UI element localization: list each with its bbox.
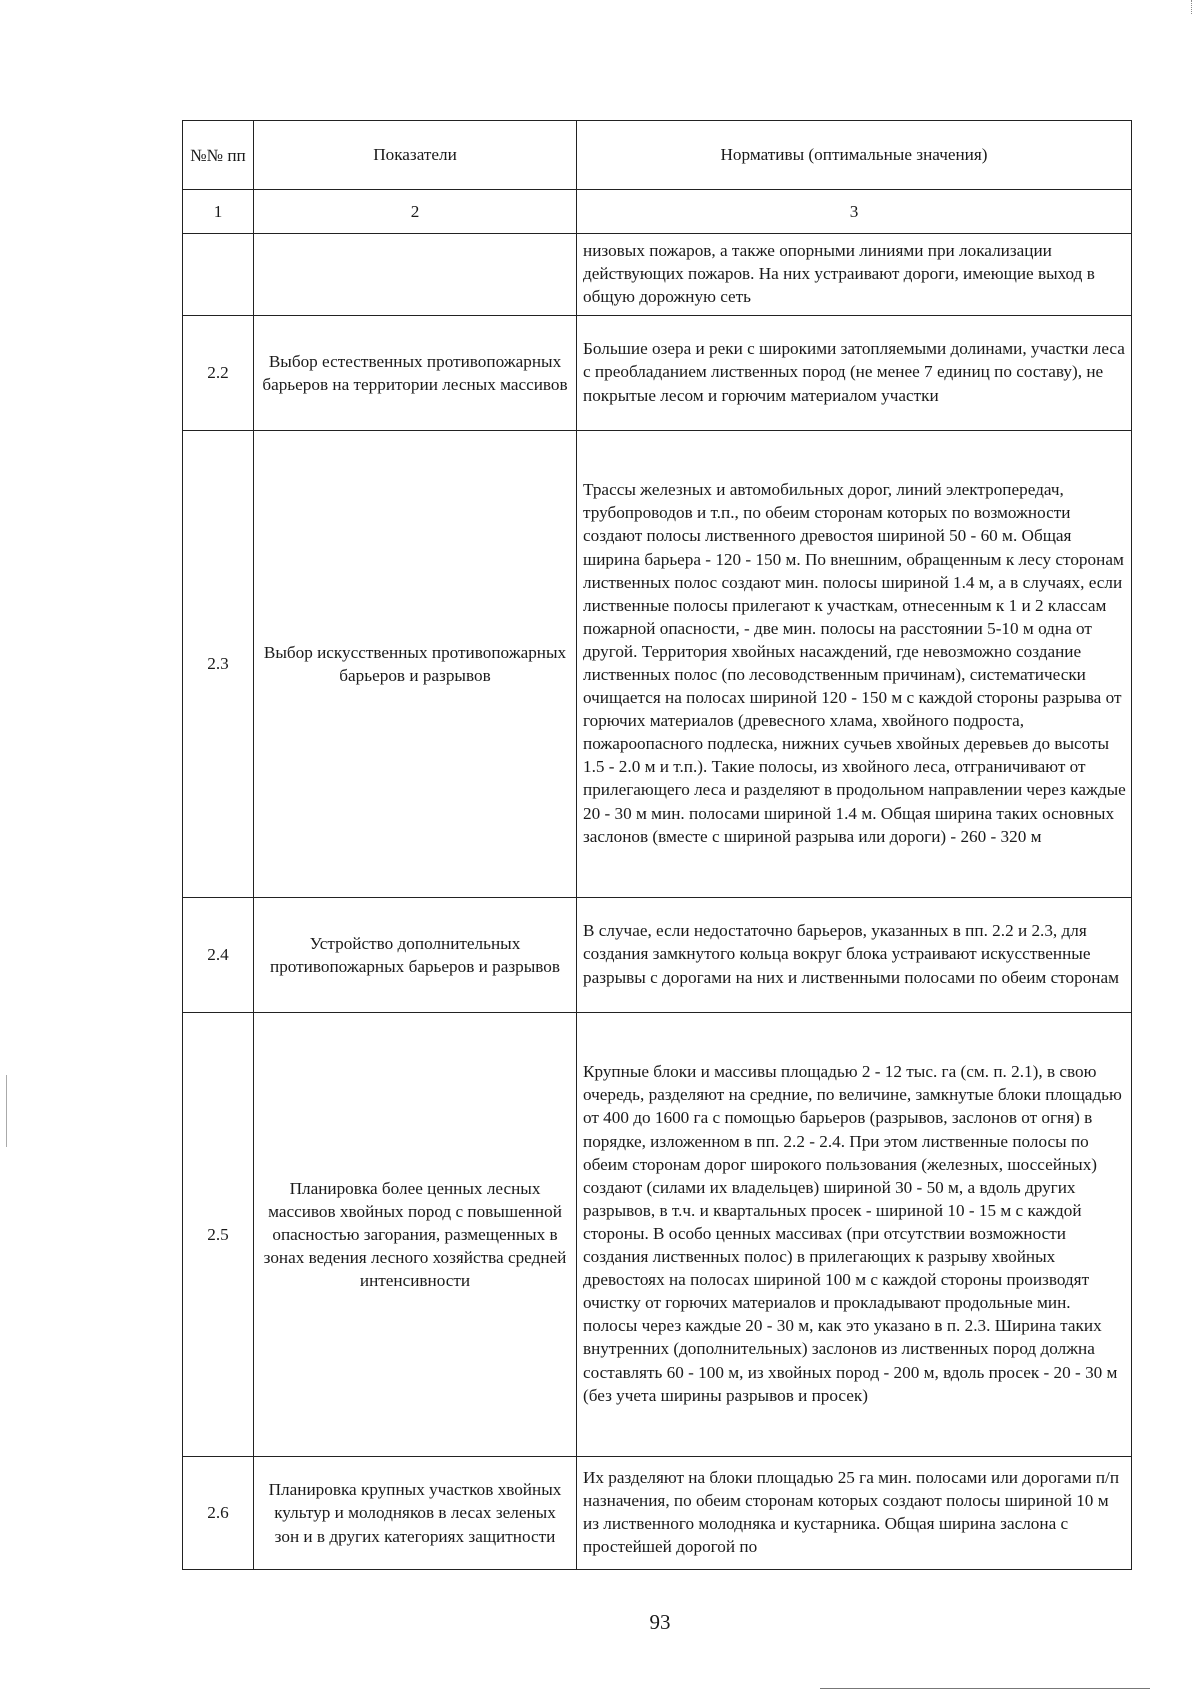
column-number-3: 3 <box>577 190 1132 234</box>
table-row <box>183 316 1132 431</box>
row-norm: В случае, если недостаточно барьеров, указанных в пп. 2.2 и 2.3, для создания замкнутого кольца вокруг блока устраивают искусственные разрывы с дорогами на них и лиственными полосами по обеим сторонам <box>577 898 1132 1013</box>
header-num: №№ пп <box>183 121 254 190</box>
row-norm: Крупные блоки и массивы площадью 2 - 12 тыс. га (см. п. 2.1), в свою очередь, разделяют на средние, по величине, замкнутые блоки площадью от 400 до 1600 га с помощью барьеров (разрывов, заслонов от огня) в порядке, изложенном в пп. 2.2 - 2.4. При этом лиственные полосы по обеим сторонам дорог широкого пользования (железных, шоссейных) создают (силами их владельцев) шириной 30 - 50 м, а вдоль других разрывов, в т.ч. и квартальных просек - шириной 10 - 15 м с каждой стороны. В особо ценных массивах (при отсутствии возможности создания лиственных полос) в прилегающих к разрыву хвойных древостоях на полосах шириной 100 м с каждой стороны производят очистку от горючих материалов и прокладывают продольные мин. полосы через каждые 20 - 30 м, как это указано в п. 2.3. Ширина таких внутренних (дополнительных) заслонов из лиственных пород должна составлять 60 - 100 м, из хвойных пород - 200 м, вдоль просек - 20 - 30 м (без учета ширины разрывов и просек) <box>577 1013 1132 1457</box>
table-header-row <box>183 121 1132 190</box>
row-norm: низовых пожаров, а также опорными линиями при локализации действующих пожаров. На них устраивают дороги, имеющие выход в общую дорожную сеть <box>577 234 1132 316</box>
column-number-1: 1 <box>183 190 254 234</box>
header-indicators: Показатели <box>254 121 577 190</box>
table-row <box>183 898 1132 1013</box>
header-norms: Нормативы (оптимальные значения) <box>577 121 1132 190</box>
row-num: 2.4 <box>183 898 254 1013</box>
row-num: 2.3 <box>183 431 254 898</box>
column-number-2: 2 <box>254 190 577 234</box>
row-num: 2.6 <box>183 1457 254 1570</box>
row-num: 2.2 <box>183 316 254 431</box>
row-norm: Их разделяют на блоки площадью 25 га мин. полосами или дорогами п/п назначения, по обеим сторонам которых создают полосы шириной 10 м из лиственного молодняка и кустарника. Общая ширина заслона с простейшей дорогой по <box>577 1457 1132 1570</box>
row-norm: Трассы железных и автомобильных дорог, линий электропередач, трубопроводов и т.п., по обеим сторонам которых по возможности создают полосы лиственного древостоя шириной 50 - 60 м. Общая ширина барьера - 120 - 150 м. По внешним, обращенным к лесу сторонам лиственных полос создают мин. полосы шириной 1.4 м, а в случаях, если лиственные полосы прилегают к участкам, отнесенным к 1 и 2 классам пожарной опасности, - две мин. полосы на расстоянии 5-10 м одна от другой. Территория хвойных насаждений, где невозможно создание лиственных полос (по лесоводственным причинам), систематически очищается на полосах шириной 120 - 150 м с каждой стороны разрыва от горючих материалов (древесного хлама, хвойного подроста, пожароопасного подлеска, нижних сучьев хвойных деревьев до высоты 1.5 - 2.0 м и т.п.). Такие полосы, из хвойного леса, отграничивают от прилегающего леса и разделяют в продольном направлении через каждые 20 - 30 м мин. полосами шириной 1.4 м. Общая ширина таких основных заслонов (вместе с шириной разрыва или дороги) - 260 - 320 м <box>577 431 1132 898</box>
row-indicator: Планировка более ценных лесных массивов хвойных пород с повышенной опасностью загорания, размещенных в зонах ведения лесного хозяйства средней интенсивности <box>254 1013 577 1457</box>
norms-table <box>182 120 1132 1570</box>
footer-rule <box>820 1688 1150 1689</box>
table-row <box>183 1457 1132 1570</box>
row-num <box>183 234 254 316</box>
page-number: 93 <box>649 1610 671 1634</box>
table-row <box>183 1013 1132 1457</box>
row-indicator <box>254 234 577 316</box>
row-num: 2.5 <box>183 1013 254 1457</box>
row-indicator: Планировка крупных участков хвойных культур и молодняков в лесах зеленых зон и в других категориях защитности <box>254 1457 577 1570</box>
table-row <box>183 234 1132 316</box>
row-indicator: Выбор искусственных противопожарных барьеров и разрывов <box>254 431 577 898</box>
row-indicator: Выбор естественных противопожарных барьеров на территории лесных массивов <box>254 316 577 431</box>
row-indicator: Устройство дополнительных противопожарных барьеров и разрывов <box>254 898 577 1013</box>
scan-mark <box>1191 0 1196 14</box>
column-number-row <box>183 190 1132 234</box>
table-row <box>183 431 1132 898</box>
row-norm: Большие озера и реки с широкими затопляемыми долинами, участки леса с преобладанием лиственных пород (не менее 7 единиц по составу), не покрытые лесом и горючим материалом участки <box>577 316 1132 431</box>
scan-edge-mark <box>6 1075 7 1147</box>
